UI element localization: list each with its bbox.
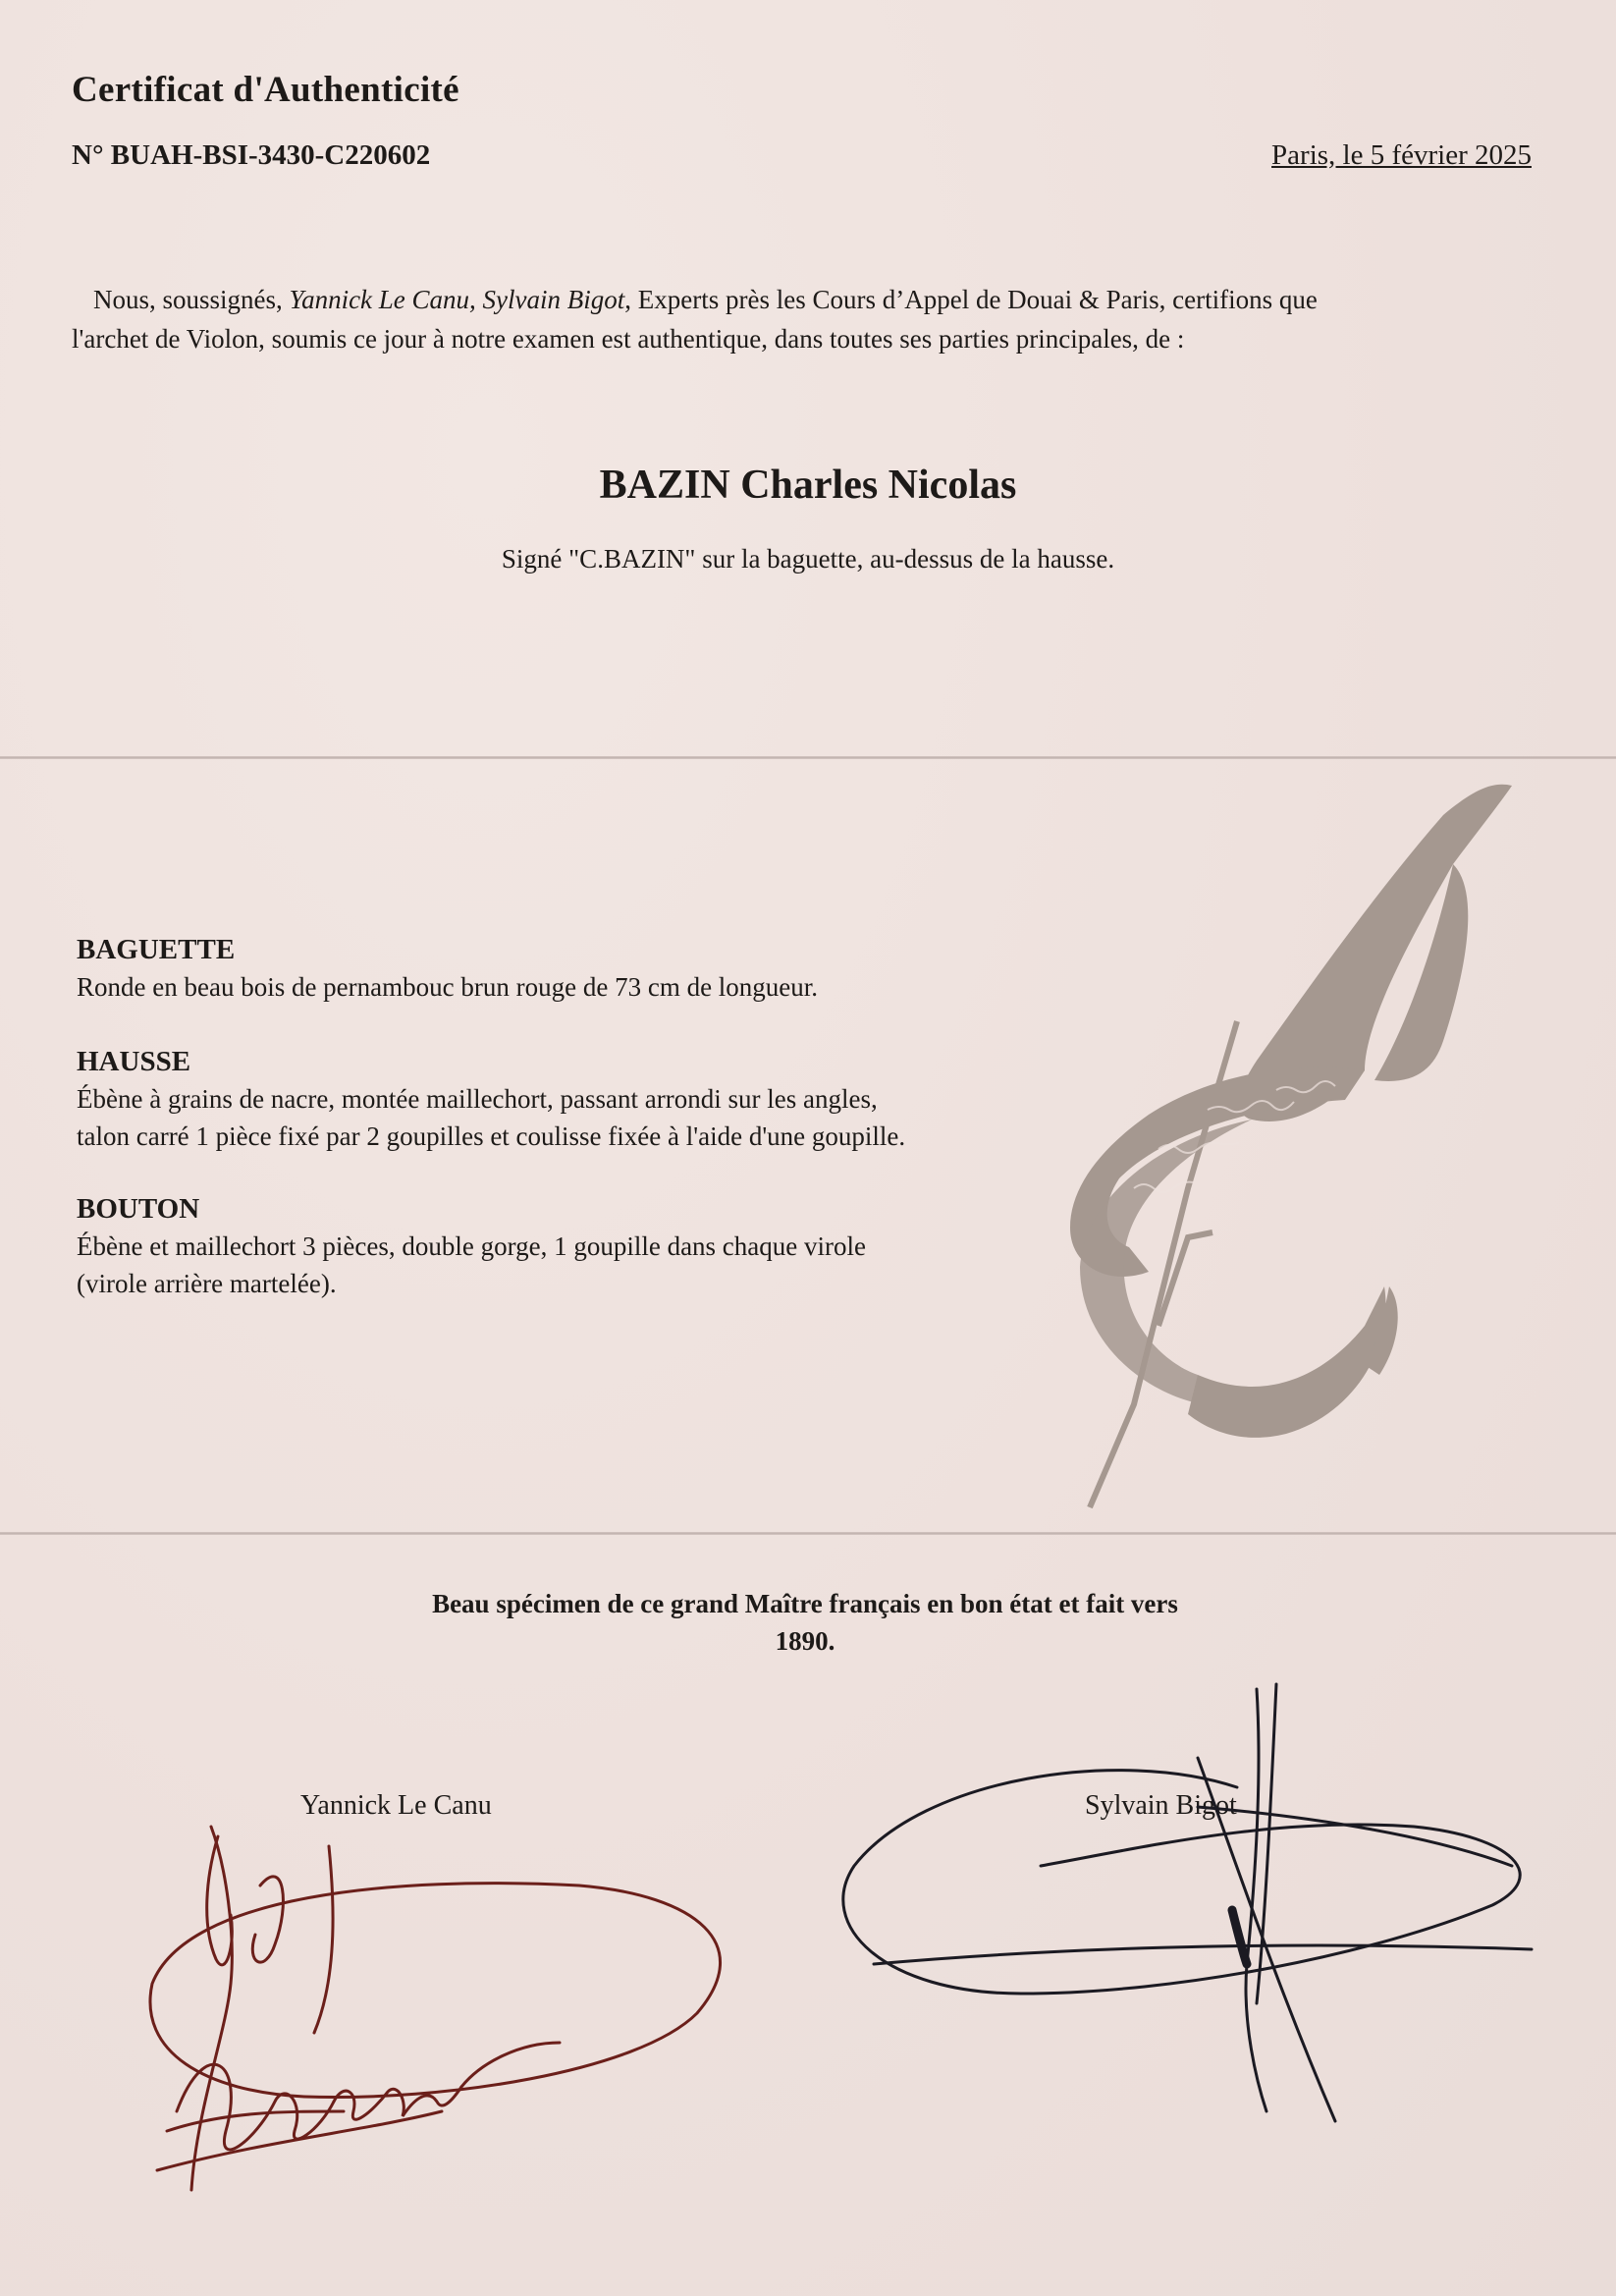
section-line: Ébène et maillechort 3 pièces, double gorge, 1 goupille dans chaque virole [77, 1231, 866, 1261]
section-line: talon carré 1 pièce fixé par 2 goupilles et coulisse fixée à l'aide d'une goupille. [77, 1121, 906, 1151]
section-line: (virole arrière martelée). [77, 1269, 337, 1298]
section-heading: HAUSSE [77, 1046, 191, 1077]
signature-left-icon [147, 1817, 776, 2210]
fold-line-top [0, 756, 1616, 759]
signatory-left-name: Yannick Le Canu [300, 1790, 492, 1821]
place-date: Paris, le 5 février 2025 [1271, 139, 1532, 171]
section-baguette [77, 931, 818, 1006]
intro-line-2: l'archet de Violon, soumis ce jour à notre examen est authentique, dans toutes ses parties principales, de : [72, 324, 1185, 354]
document-title: Certificat d'Authenticité [72, 70, 459, 110]
signatory-right-name: Sylvain Bigot [1085, 1790, 1237, 1821]
section-hausse [77, 1043, 905, 1155]
maker-name: BAZIN Charles Nicolas [599, 463, 1017, 508]
closing-line-1: Beau spécimen de ce grand Maître français en bon état et fait vers [432, 1589, 1178, 1618]
scroll-emblem-icon [1041, 776, 1512, 1522]
section-bouton [77, 1190, 866, 1302]
certificate-number: N° BUAH-BSI-3430-C220602 [72, 139, 431, 171]
section-line: Ébène à grains de nacre, montée maillechort, passant arrondi sur les angles, [77, 1084, 878, 1114]
intro-text-2: , Experts près les Cours d’Appel de Douai & Paris, certifions que [624, 285, 1318, 314]
section-heading: BAGUETTE [77, 934, 236, 965]
closing-line-2: 1890. [775, 1626, 835, 1656]
signature-note: Signé "C.BAZIN" sur la baguette, au-dessus de la hausse. [501, 544, 1115, 574]
fold-line-bottom [0, 1532, 1616, 1535]
signature-right-icon [825, 1669, 1551, 2121]
experts-names: Yannick Le Canu, Sylvain Bigot [289, 285, 625, 314]
intro-text-1: Nous, soussignés, [93, 285, 290, 314]
section-line: Ronde en beau bois de pernambouc brun rouge de 73 cm de longueur. [77, 972, 819, 1002]
section-heading: BOUTON [77, 1193, 200, 1225]
closing-statement [373, 1585, 1237, 1660]
intro-paragraph [72, 280, 1485, 358]
